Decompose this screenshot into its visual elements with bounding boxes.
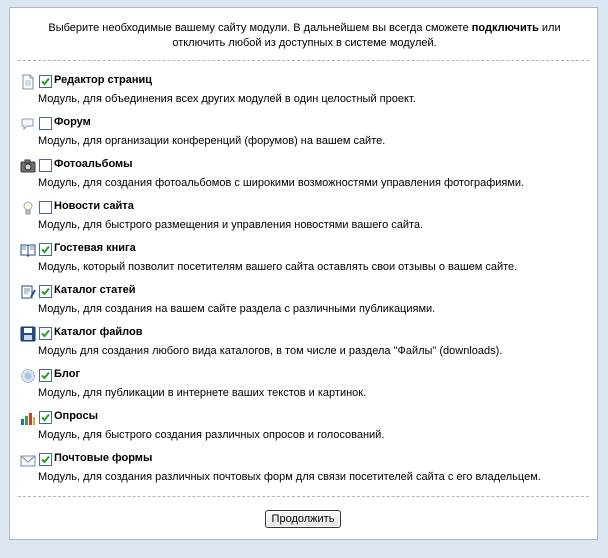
module-title: Форум	[54, 116, 91, 128]
module-title: Каталог статей	[54, 284, 136, 296]
checkmark-icon	[40, 370, 51, 381]
checkmark-icon	[40, 286, 51, 297]
module-checkbox[interactable]	[39, 117, 52, 130]
module-title: Опросы	[54, 410, 99, 422]
module-title: Новости сайта	[54, 200, 134, 212]
module-description: Модуль, для быстрого создания различных опросов и голосований.	[38, 429, 385, 441]
checkmark-icon	[40, 412, 51, 423]
checkmark-icon	[40, 328, 51, 339]
module-checkbox[interactable]	[39, 75, 52, 88]
module-title: Фотоальбомы	[54, 158, 133, 170]
module-title: Гостевая книга	[54, 242, 136, 254]
module-mail-forms	[10, 450, 599, 492]
module-guestbook	[10, 240, 599, 282]
module-checkbox[interactable]	[39, 453, 52, 466]
module-description: Модуль для создания любого вида каталогов, в том числе и раздела "Файлы" (downloads).	[38, 345, 503, 357]
module-checkbox[interactable]	[39, 159, 52, 172]
book-icon	[20, 242, 36, 258]
module-title: Каталог файлов	[54, 326, 143, 338]
checkmark-icon	[40, 244, 51, 255]
module-description: Модуль, для быстрого размещения и управления новостями вашего сайта.	[38, 219, 424, 231]
module-checkbox[interactable]	[39, 411, 52, 424]
module-description: Модуль, для объединения всех других модулей в один целостный проект.	[38, 93, 416, 105]
bottom-separator	[18, 496, 589, 497]
checkmark-icon	[40, 454, 51, 465]
module-description: Модуль, который позволит посетителям вашего сайта оставлять свои отзывы о вашем сайте.	[38, 261, 518, 273]
module-forum	[10, 114, 599, 156]
module-files-catalog	[10, 324, 599, 366]
module-checkbox[interactable]	[39, 201, 52, 214]
module-polls	[10, 408, 599, 450]
module-checkbox[interactable]	[39, 369, 52, 382]
module-title: Почтовые формы	[54, 452, 153, 464]
module-site-news	[10, 198, 599, 240]
module-description: Модуль, для создания различных почтовых форм для связи посетителей сайта с его владельцем.	[38, 471, 541, 483]
speech-bubble-icon	[20, 116, 36, 132]
floppy-disk-icon	[20, 326, 36, 342]
module-title: Блог	[54, 368, 81, 380]
top-separator	[18, 60, 589, 61]
blog-badge-icon	[20, 368, 36, 384]
module-blog	[10, 366, 599, 408]
module-checkbox[interactable]	[39, 285, 52, 298]
module-photo-albums	[10, 156, 599, 198]
module-checkbox[interactable]	[39, 327, 52, 340]
page-icon	[20, 74, 36, 90]
module-title: Редактор страниц	[54, 74, 153, 86]
lightbulb-icon	[20, 200, 36, 216]
modules-panel	[9, 7, 598, 540]
module-description: Модуль, для публикации в интернете ваших текстов и картинок.	[38, 387, 367, 399]
intro-text-part1: Выберите необходимые вашему сайту модули. В дальнейшем вы всегда сможете	[48, 22, 472, 34]
continue-button[interactable]: Продолжить	[265, 510, 341, 528]
module-checkbox[interactable]	[39, 243, 52, 256]
intro-text-line2: отключить любой из доступных в системе модулей.	[172, 37, 437, 49]
module-description: Модуль, для создания фотоальбомов с широкими возможностями управления фотографиями.	[38, 177, 525, 189]
bar-chart-icon	[20, 410, 36, 426]
camera-icon	[20, 158, 36, 174]
intro-text	[10, 21, 599, 51]
checkmark-icon	[40, 76, 51, 87]
intro-text-part2: или	[538, 22, 561, 34]
intro-text-bold: подключить	[471, 22, 539, 34]
envelope-icon	[20, 452, 36, 468]
module-articles-catalog	[10, 282, 599, 324]
module-description: Модуль, для организации конференций (форумов) на вашем сайте.	[38, 135, 386, 147]
document-pen-icon	[20, 284, 36, 300]
module-page-editor	[10, 72, 599, 114]
module-description: Модуль, для создания на вашем сайте раздела с различными публикациями.	[38, 303, 436, 315]
